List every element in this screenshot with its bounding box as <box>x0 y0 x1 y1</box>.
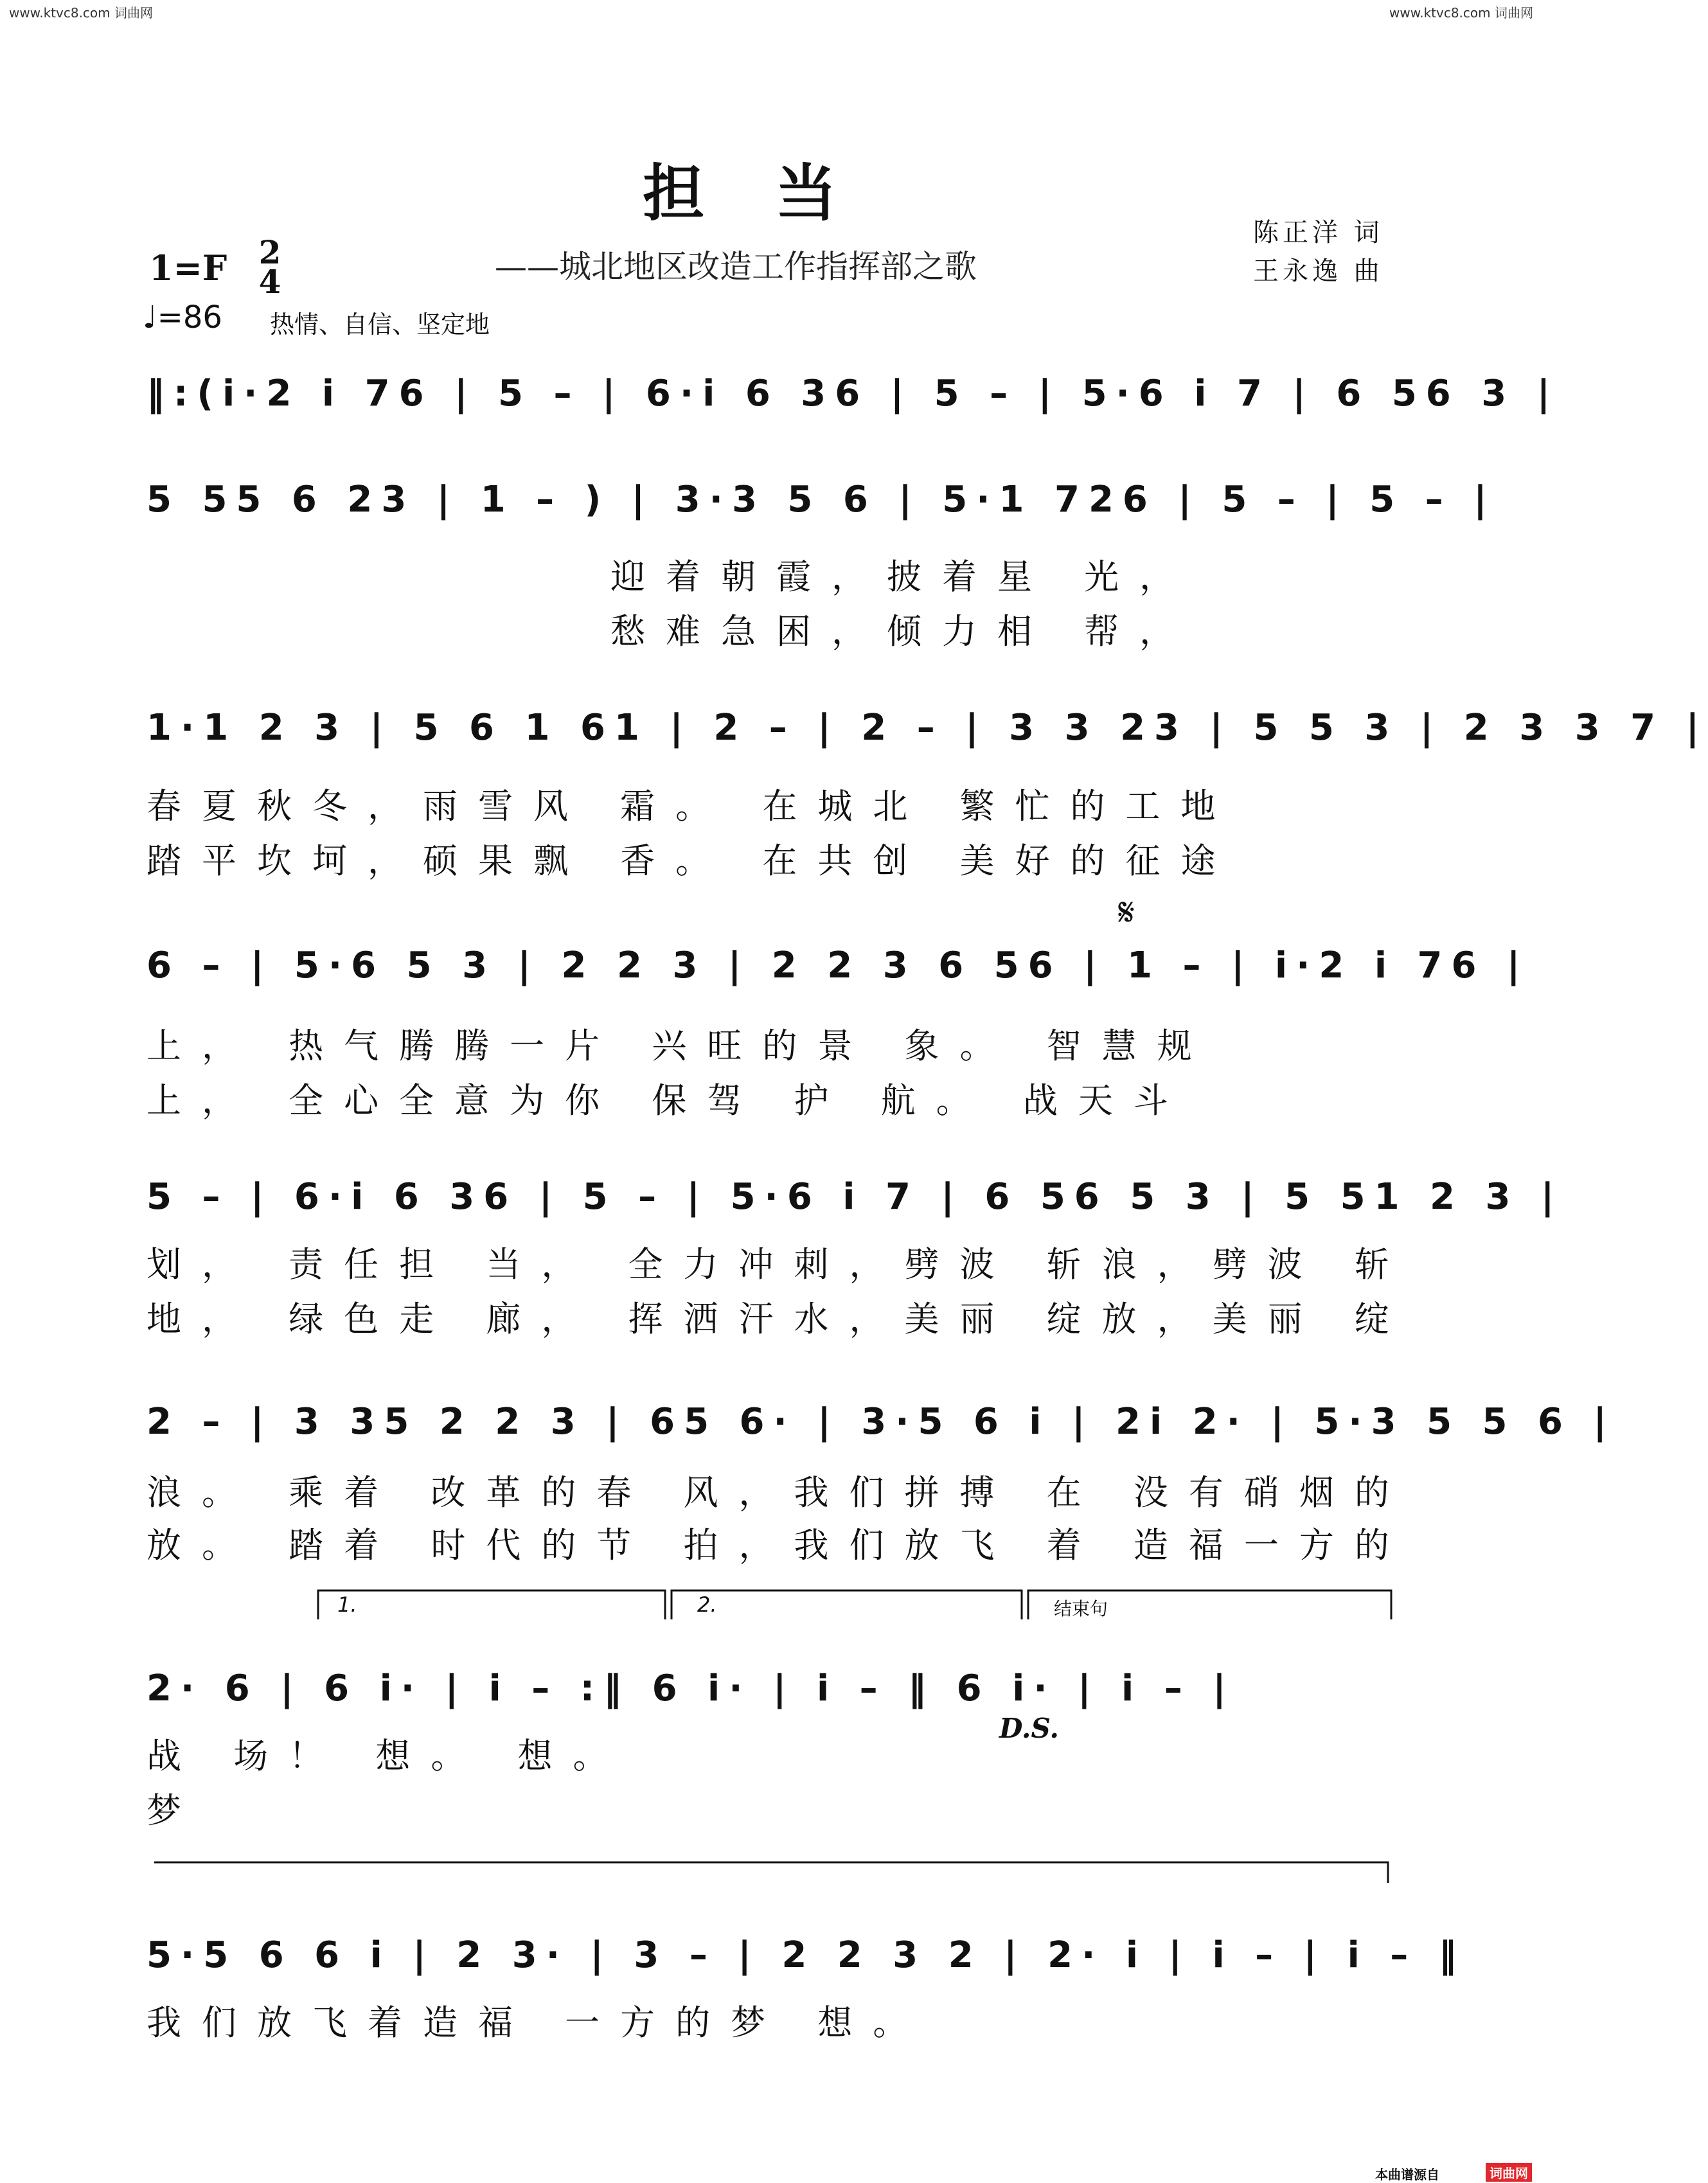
quarter-note-icon: ♩ <box>143 299 157 335</box>
lyric-line-2-verse-1: 迎着朝霞，披着星 光， <box>610 557 1195 597</box>
segno-icon: 𝄋 <box>1118 890 1135 935</box>
tempo-value: =86 <box>157 299 222 335</box>
lyric-line-3-verse-2: 踏平坎坷，硕果飘 香。 在共创 美好的征途 <box>147 841 1236 881</box>
footer-brand-badge: 词曲网 <box>1486 2163 1532 2182</box>
notation-line-4: 6 – | 5·6 5 3 | 2 2 3 | 2 2 3 6 56 | 1 – | i·2 i 76 | <box>147 945 1529 986</box>
time-sig-bottom: 4 <box>258 263 281 301</box>
lyric-line-6-verse-2: 放。 踏着 时代的节 拍，我们放飞 着 造福一方的 <box>147 1525 1410 1565</box>
notation-line-5: 5 – | 6·i 6 36 | 5 – | 5·6 i 7 | 6 56 5 3 | 5 51 2 3 | <box>147 1176 1563 1218</box>
lyric-line-2-verse-2: 愁难急困，倾力相 帮， <box>610 611 1195 652</box>
volta-2-bracket <box>672 1590 1022 1619</box>
subtitle: ——城北地区改造工作指挥部之歌 <box>495 248 977 285</box>
watermark-top-right: www.ktvc8.com 词曲网 <box>1389 5 1533 21</box>
footer-source-text: 本曲谱源自 <box>1375 2167 1439 2182</box>
lyric-line-6-verse-1: 浪。 乘着 改革的春 风，我们拼搏 在 没有硝烟的 <box>147 1472 1410 1513</box>
ending-bracket <box>1028 1590 1391 1619</box>
time-sig-top: 2 <box>258 233 281 271</box>
notation-line-7: 2· 6 | 6 i· | i – :‖ 6 i· | i – ‖ 6 i· | i – | <box>147 1668 1235 1709</box>
ending-label: 结束句 <box>1054 1598 1108 1619</box>
notation-line-2: 5 55 6 23 | 1 – ) | 3·3 5 6 | 5·1 726 | 5 – | 5 – | <box>147 479 1496 521</box>
key-signature: 1=F <box>149 247 227 289</box>
lyric-line-8-verse-1: 我们放飞着造福 一方的梦 想。 <box>147 2002 929 2043</box>
expression-marking: 热情、自信、坚定地 <box>270 310 490 339</box>
volta-2-label: 2. <box>697 1592 717 1617</box>
ds-marking: D.S. <box>999 1713 1060 1744</box>
page-title: 担当 <box>643 157 907 229</box>
lyric-line-3-verse-1: 春夏秋冬，雨雪风 霜。 在城北 繁忙的工地 <box>147 786 1236 826</box>
notation-line-8: 5·5 6 6 i | 2 3· | 3 – | 2 2 3 2 | 2· i | i – | i – ‖ <box>147 1934 1466 1976</box>
volta-1-bracket <box>318 1590 665 1619</box>
notation-line-6: 2 – | 3 35 2 2 3 | 65 6· | 3·5 6 i | 2i 2· | 5·3 5 5 6 | <box>147 1401 1615 1443</box>
coda-rule <box>154 1862 1388 1883</box>
composer-credit: 王永逸 曲 <box>1253 256 1383 286</box>
lyric-line-5-verse-1: 划， 责任担 当， 全力冲刺，劈波 斩浪，劈波 斩 <box>147 1244 1410 1285</box>
lyric-line-7-verse-1: 战 场！ 想。 想。 <box>147 1736 628 1776</box>
lyric-line-5-verse-2: 地， 绿色走 廊， 挥洒汗水，美丽 绽放，美丽 绽 <box>147 1299 1410 1339</box>
lyricist-credit: 陈正洋 词 <box>1253 218 1383 247</box>
notation-line-3: 1·1 2 3 | 5 6 1 61 | 2 – | 2 – | 3 3 23 | 5 5 3 | 2 3 3 7 | <box>147 707 1708 749</box>
lyric-line-4-verse-2: 上， 全心全意为你 保驾 护 航。 战天斗 <box>147 1080 1189 1121</box>
watermark-top-left: www.ktvc8.com 词曲网 <box>9 5 154 21</box>
lyric-line-4-verse-1: 上， 热气腾腾一片 兴旺的景 象。 智慧规 <box>147 1026 1213 1066</box>
notation-line-1: ‖:(i·2 i 76 | 5 – | 6·i 6 36 | 5 – | 5·6 i 7 | 6 56 3 | <box>147 373 1560 414</box>
lyric-line-7-verse-2: 梦 <box>147 1790 202 1831</box>
volta-1-label: 1. <box>337 1592 357 1617</box>
